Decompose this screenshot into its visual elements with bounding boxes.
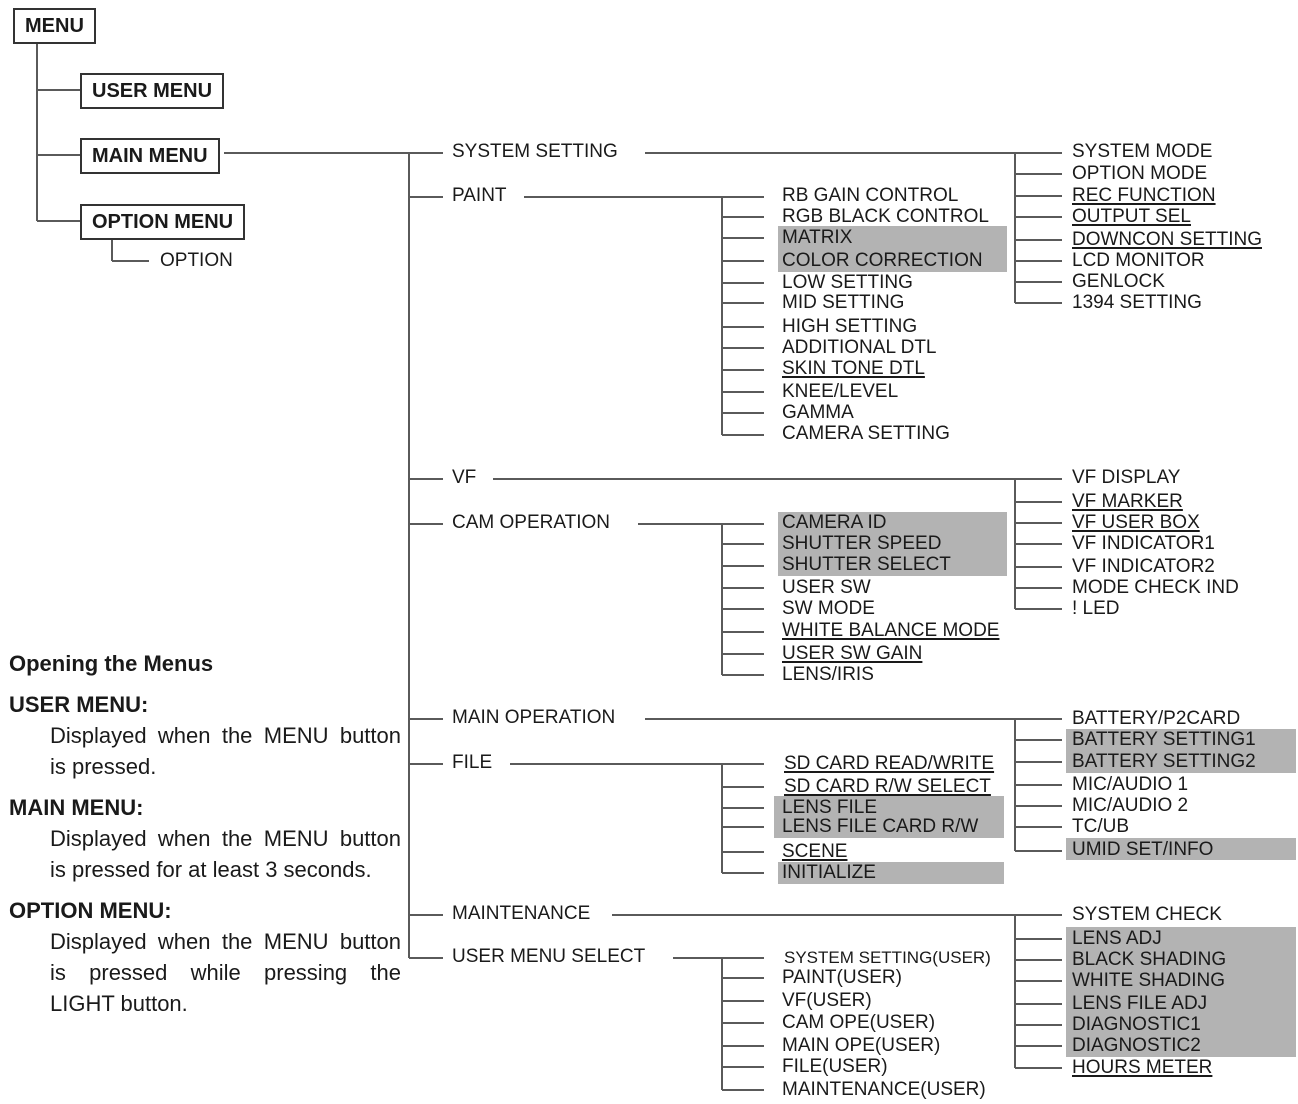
menu-item: SYSTEM MODE [1072,141,1213,162]
menu-item: HOURS METER [1072,1057,1213,1078]
menu-item: BATTERY SETTING1 [1072,729,1256,750]
section-maintenance: MAINTENANCE [452,903,591,924]
menu-item: BLACK SHADING [1072,949,1227,970]
menu-item: CAMERA SETTING [782,423,950,444]
section-vf: VF [452,467,477,488]
option-menu-box: OPTION MENU [80,204,245,240]
menu-item: VF USER BOX [1072,512,1200,533]
menu-item: ! LED [1072,598,1120,619]
menu-item: MID SETTING [782,292,905,313]
menu-item: SHUTTER SPEED [782,533,942,554]
menu-item: SD CARD READ/WRITE [784,753,995,774]
menu-item: DOWNCON SETTING [1072,229,1262,250]
note-title: OPTION MENU: [9,898,172,923]
menu-item: OPTION MODE [1072,163,1208,184]
menu-item: REC FUNCTION [1072,185,1216,206]
menu-item: SYSTEM CHECK [1072,904,1222,925]
notes-heading: Opening the Menus [9,651,214,676]
menu-item: SYSTEM SETTING(USER) [784,948,991,967]
menu-item: FILE(USER) [782,1056,888,1077]
menu-item: WHITE BALANCE MODE [782,620,1000,641]
menu-item: GAMMA [782,402,854,423]
menu-item: DIAGNOSTIC2 [1072,1035,1201,1056]
menu-item: VF MARKER [1072,491,1183,512]
menu-item: SD CARD R/W SELECT [784,776,991,797]
menu-item: LCD MONITOR [1072,250,1205,271]
menu-item: DIAGNOSTIC1 [1072,1014,1201,1035]
menu-item: SCENE [782,841,848,862]
menu-item: CAMERA ID [782,512,887,533]
menu-item: USER SW [782,577,871,598]
menu-item: KNEE/LEVEL [782,381,899,402]
menu-item: LENS FILE CARD R/W [782,816,979,837]
menu-item: 1394 SETTING [1072,292,1202,313]
section-user-menu-select: USER MENU SELECT [452,946,646,967]
menu-root-box: MENU [13,8,96,44]
menu-item: MAINTENANCE(USER) [782,1079,986,1100]
menu-item: VF DISPLAY [1072,467,1181,488]
menu-item: OUTPUT SEL [1072,206,1191,227]
opening-menus-notes [9,648,401,1029]
menu-item: ADDITIONAL DTL [782,337,937,358]
section-paint: PAINT [452,185,507,206]
menu-item: GENLOCK [1072,271,1165,292]
menu-item: MAIN OPE(USER) [782,1035,941,1056]
note-title: USER MENU: [9,692,149,717]
menu-item: MIC/AUDIO 1 [1072,774,1189,795]
menu-item: BATTERY SETTING2 [1072,751,1256,772]
note-text: Displayed when the MENU button is pressed while pressing the LIGHT button. [50,929,401,1016]
note-title: MAIN MENU: [9,795,144,820]
menu-item: LOW SETTING [782,272,913,293]
menu-item: COLOR CORRECTION [782,250,983,271]
menu-item: HIGH SETTING [782,316,918,337]
menu-item: RGB BLACK CONTROL [782,206,989,227]
user-menu-box: USER MENU [80,73,224,109]
menu-item: LENS FILE [782,797,878,818]
menu-item: WHITE SHADING [1072,970,1226,991]
menu-item: VF INDICATOR1 [1072,533,1215,554]
menu-item: LENS/IRIS [782,664,874,685]
menu-item: USER SW GAIN [782,643,923,664]
section-cam-operation: CAM OPERATION [452,512,610,533]
menu-item: INITIALIZE [782,862,876,883]
main-menu-box: MAIN MENU [80,138,220,174]
option-item: OPTION [160,250,233,271]
note-text: Displayed when the MENU button is pressed. [50,723,401,779]
menu-item: SKIN TONE DTL [782,358,925,379]
menu-item: VF INDICATOR2 [1072,556,1215,577]
menu-item: CAM OPE(USER) [782,1012,936,1033]
section-system-setting: SYSTEM SETTING [452,141,618,162]
menu-item: MODE CHECK IND [1072,577,1239,598]
section-file: FILE [452,752,493,773]
menu-item: LENS ADJ [1072,928,1162,949]
section-main-operation: MAIN OPERATION [452,707,616,728]
menu-item: SHUTTER SELECT [782,554,951,575]
menu-item: LENS FILE ADJ [1072,993,1208,1014]
menu-item: RB GAIN CONTROL [782,185,959,206]
menu-item: MATRIX [782,227,853,248]
menu-item: BATTERY/P2CARD [1072,708,1241,729]
menu-item: TC/UB [1072,816,1129,837]
menu-item: SW MODE [782,598,875,619]
menu-item: VF(USER) [782,990,872,1011]
menu-item: MIC/AUDIO 2 [1072,795,1189,816]
note-text: Displayed when the MENU button is pressed for at least 3 seconds. [50,826,401,882]
menu-item: UMID SET/INFO [1072,839,1214,860]
menu-item: PAINT(USER) [782,967,902,988]
